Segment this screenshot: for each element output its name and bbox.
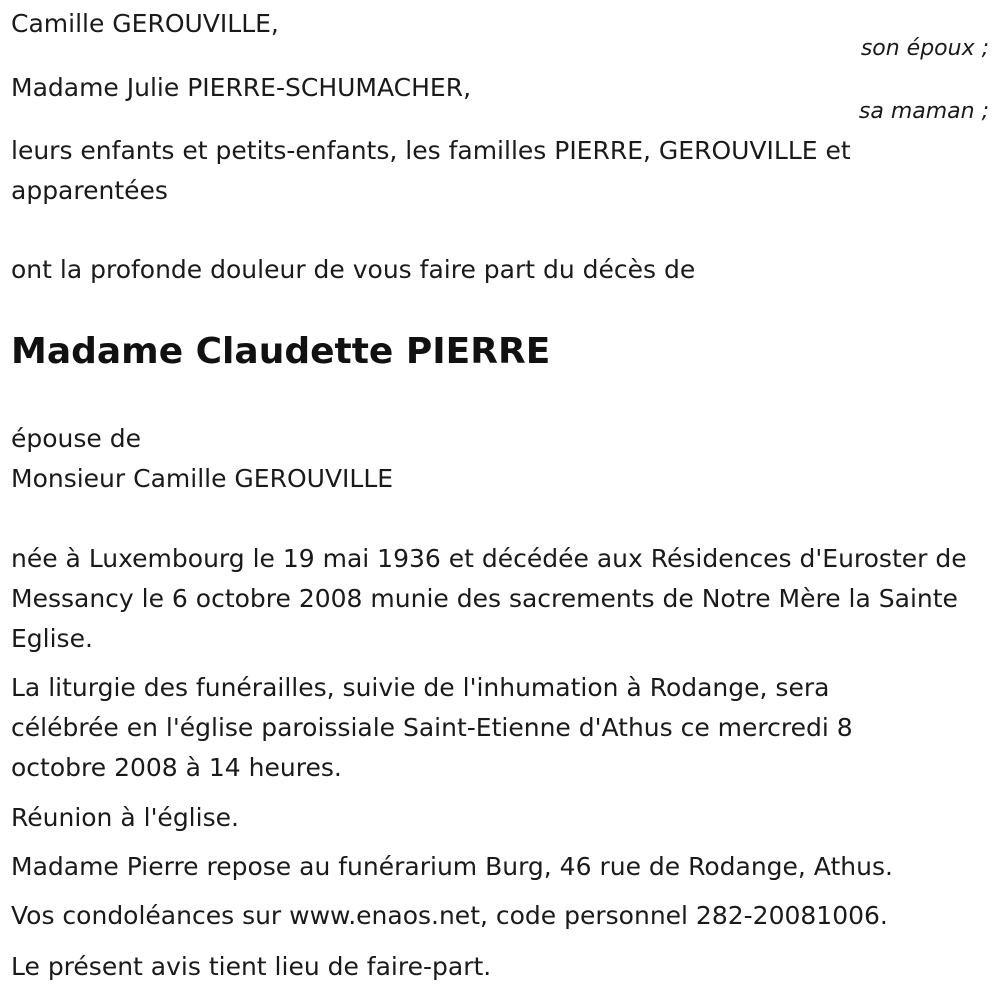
- other-family-text: leurs enfants et petits-enfants, les familles PIERRE, GEROUVILLE et apparentées: [11, 136, 851, 205]
- family-member-name: Madame Julie PIERRE-SCHUMACHER,: [11, 73, 472, 102]
- deceased-name-heading: Madame Claudette PIERRE: [11, 331, 551, 372]
- announcement-text: ont la profonde douleur de vous faire part du décès de: [11, 255, 696, 284]
- spouse-intro: épouse de: [11, 424, 141, 453]
- rests-text: Madame Pierre repose au funérarium Burg, 46 rue de Rodange, Athus.: [11, 852, 893, 881]
- birth-death-text: née à Luxembourg le 19 mai 1936 et décédée aux Résidences d'Euroster de Messancy le 6 octobre 2008 munie des sacrements de Notre Mère la Sainte Eglise.: [11, 544, 967, 653]
- notice-text: Le présent avis tient lieu de faire-part.: [11, 952, 492, 981]
- meeting-text: Réunion à l'église.: [11, 803, 239, 832]
- spouse-name: Monsieur Camille GEROUVILLE: [11, 464, 394, 493]
- condolences-text: Vos condoléances sur www.enaos.net, code personnel 282-20081006.: [11, 901, 888, 930]
- family-member-name: Camille GEROUVILLE,: [11, 9, 279, 38]
- funeral-text: La liturgie des funérailles, suivie de l'inhumation à Rodange, sera célébrée en l'église paroissiale Saint-Etienne d'Athus ce mercredi 8 octobre 2008 à 14 heures.: [11, 673, 853, 782]
- family-member-relation: sa maman ;: [858, 99, 989, 124]
- family-member-relation: son époux ;: [860, 36, 989, 61]
